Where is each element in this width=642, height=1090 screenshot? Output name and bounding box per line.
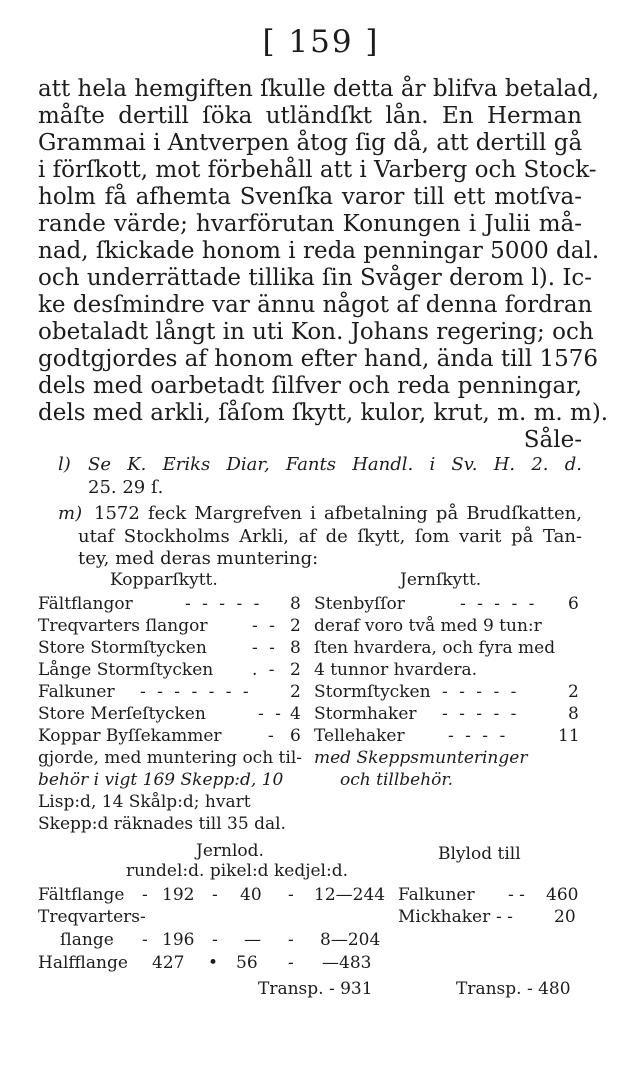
row-dots: . - [252, 660, 278, 680]
table-header-lead-shot: Blylod till [438, 844, 521, 864]
trailer-line: behör i vigt 169 Skepp:d, 10 [38, 770, 284, 790]
row-dots: - - [258, 704, 284, 724]
body-line: måſte dertill ſöka utländſkt lån. En Herman [38, 103, 582, 129]
footnote-text: 1572 feck Margrefven i afbetalning på Brudſkatten, [94, 503, 582, 524]
row-label: Falkuner [38, 682, 115, 702]
row-dots: - - - - - [185, 594, 263, 614]
table-header-iron-shot: Jernlod. [196, 841, 264, 861]
row-value: 2 [290, 682, 301, 702]
row-value: 11 [558, 726, 580, 746]
row-value: 2 [290, 660, 301, 680]
row-value-round: 427 [152, 953, 185, 973]
footnote-text: utaf Stockholms Arkli, af de ſkytt, ſom varit på Tan- [78, 526, 582, 547]
row-label-right: Falkuner [398, 885, 475, 905]
table-header-copper: Kopparſkytt. [110, 570, 218, 590]
row-value-chain: —483 [322, 953, 372, 973]
table-subheader: rundel:d. pikel:d kedjel:d. [126, 861, 348, 881]
row-label: Halfflange [38, 953, 128, 973]
row-value-right: 20 [554, 907, 576, 927]
row-label: Stormſtycken [314, 682, 431, 702]
trailer-line: och tillbehör. [340, 770, 454, 790]
row-value-pike: 56 [236, 953, 258, 973]
row-value-pike: — [244, 930, 261, 950]
row-value: 8 [290, 638, 301, 658]
row-value-chain: 8—204 [320, 930, 381, 950]
footnote-text: Se K. Eriks Diar, Fants Handl. i Sv. H. 2. d. [88, 454, 582, 475]
trailer-line: gjorde, med muntering och til- [38, 748, 302, 768]
row-label: Treqvarters- [38, 907, 146, 927]
trailer-line: Lisp:d, 14 Skålp:d; hvart [38, 792, 251, 812]
body-line: ke desſmindre var ännu något af denna fordran [38, 292, 593, 318]
body-line: att hela hemgiften ſkulle detta år blifva betalad, [38, 76, 600, 102]
body-line: dels med arkli, ſåſom ſkytt, kulor, krut, m. m. m). [38, 400, 609, 426]
trailer-line: med Skeppsmunteringer [314, 748, 528, 768]
row-dots: - - - - - [460, 594, 538, 614]
row-label: Store Merſeſtycken [38, 704, 206, 724]
row-dots: - - - - [448, 726, 509, 746]
row-value: 6 [568, 594, 579, 614]
row-label: Långe Stormſtycken [38, 660, 214, 680]
page-number: [ 159 ] [262, 24, 380, 60]
row-value: 2 [568, 682, 579, 702]
row-dots: - - [252, 638, 278, 658]
row-dots: - - [252, 616, 278, 636]
row-label: deraf voro två med 9 tun:r [314, 616, 542, 636]
row-value: 8 [568, 704, 579, 724]
row-label: Stenbyſſor [314, 594, 405, 614]
catchword: Såle- [523, 427, 582, 453]
footnote-text: tey, med deras muntering: [78, 548, 319, 569]
body-line: och underrättade tillika ſin Svåger derom l). Ic- [38, 265, 593, 291]
row-label: Tellehaker [314, 726, 405, 746]
row-label: Stormhaker [314, 704, 417, 724]
table-header-iron: Jernſkytt. [400, 570, 482, 590]
body-line: dels med oarbetadt ſilfver och reda penningar, [38, 373, 582, 399]
body-line: i förſkott, mot förbehåll att i Varberg och Stock- [38, 157, 597, 183]
transport-total-left: Transp. - 931 [258, 979, 373, 999]
row-value-round: 196 [162, 930, 195, 950]
row-value: 2 [290, 616, 301, 636]
row-label: Fältflange [38, 885, 125, 905]
row-value: 4 [290, 704, 301, 724]
row-dots: - - - - - - - [140, 682, 252, 702]
row-dots: - - - - - [442, 682, 520, 702]
body-line: godtgjordes af honom efter hand, ända till 1576 [38, 346, 599, 372]
row-label: 4 tunnor hvardera. [314, 660, 478, 680]
row-label: ſlange [60, 930, 114, 950]
body-line: rande värde; hvarförutan Konungen i Julii må- [38, 211, 582, 237]
body-line: holm få afhemta Svenſka varor till ett motſva- [38, 184, 582, 210]
footnote-marker: l) [58, 454, 71, 475]
row-label: Treqvarters ſlangor [38, 616, 208, 636]
row-value-pike: 40 [240, 885, 262, 905]
body-line: Grammai i Antverpen åtog ſig då, att dertill gå [38, 130, 583, 156]
row-value: 6 [290, 726, 301, 746]
book-page: [ 159 ] att hela hemgiften ſkulle detta år blifva betalad, måſte dertill ſöka utländſkt lån. En Herman Grammai i Antverpen åtog ſig då, att dertill gå i förſkott, mot förbehåll att i Varberg och Stock- holm få afhemta Svenſka varor till ett motſva- rande värde; hvarförutan Konungen i Julii må- nad, ſkickade honom i reda penningar 5000 dal. och underrättade tillika ſin Svåger derom l). Ic- ke desſmindre var ännu något af denna fordran obetaladt långt in uti Kon. Johans regering; och godtgjordes af honom efter hand, ända till 1576 dels med oarbetadt ſilfver och reda penningar, dels med arkli, ſåſom ſkytt, kulor, krut, m. m. m). Såle- l) Se K. Eriks Diar, Fants Handl. i Sv. H. 2. d. 25. 29 ſ. m) 1572 feck Margrefven i afbetalning på Brudſkatten, utaf Stockholms Arkli, af de ſkytt, ſom varit på Tan- tey, med deras muntering: Kopparſkytt. Jernſkytt. Fältflangor - - - - - 8 Stenbyſſor - - - - - 6 Treqvarters ſlangor - - 2 deraf voro två med 9 tun:r Store Stormſtycken - - 8 ſten hvardera, och fyra med Långe Stormſtycken . - 2 4 tunnor hvardera. Falkuner - - - - - - - 2 Stormſtycken - - - - - 2 Store Merſeſtycken - - 4 Stormhaker - - - - - 8 Koppar Byſſekammer - 6 Tellehaker - - - - 11 gjorde, med muntering och til- behör i vigt 169 Skepp:d, 10 Lisp:d, 14 Skålp:d; hvart Skepp:d räknades till 35 dal. med Skeppsmunteringer och tillbehör. Jernlod. Blylod till rundel:d. pikel:d kedjel:d. Fältflange - 192 - 40 - 12—244 Falkuner - - 460 Treqvarters- Mickhaker - - 20 ſlange - 196 - — - 8—204 Halfflange 427 • 56 - —483 Transp. - 931 Transp. - 480 [0, 0, 642, 1090]
row-value: 8 [290, 594, 301, 614]
footnote-text: 25. 29 ſ. [88, 477, 164, 498]
transport-total-right: Transp. - 480 [456, 979, 571, 999]
row-label: ſten hvardera, och fyra med [314, 638, 556, 658]
row-value-round: 192 [162, 885, 195, 905]
row-dots: - - - - - [442, 704, 520, 724]
trailer-line: Skepp:d räknades till 35 dal. [38, 814, 286, 834]
body-line: nad, ſkickade honom i reda penningar 5000 dal. [38, 238, 600, 264]
row-label: Store Stormſtycken [38, 638, 207, 658]
row-dots: - [268, 726, 277, 746]
body-line: obetaladt långt in uti Kon. Johans regering; och [38, 319, 594, 345]
footnote-marker: m) [58, 503, 83, 524]
row-label: Fältflangor [38, 594, 133, 614]
row-value-right: 460 [546, 885, 579, 905]
row-label-right: Mickhaker [398, 907, 491, 927]
row-label: Koppar Byſſekammer [38, 726, 222, 746]
row-value-chain: 12—244 [314, 885, 386, 905]
